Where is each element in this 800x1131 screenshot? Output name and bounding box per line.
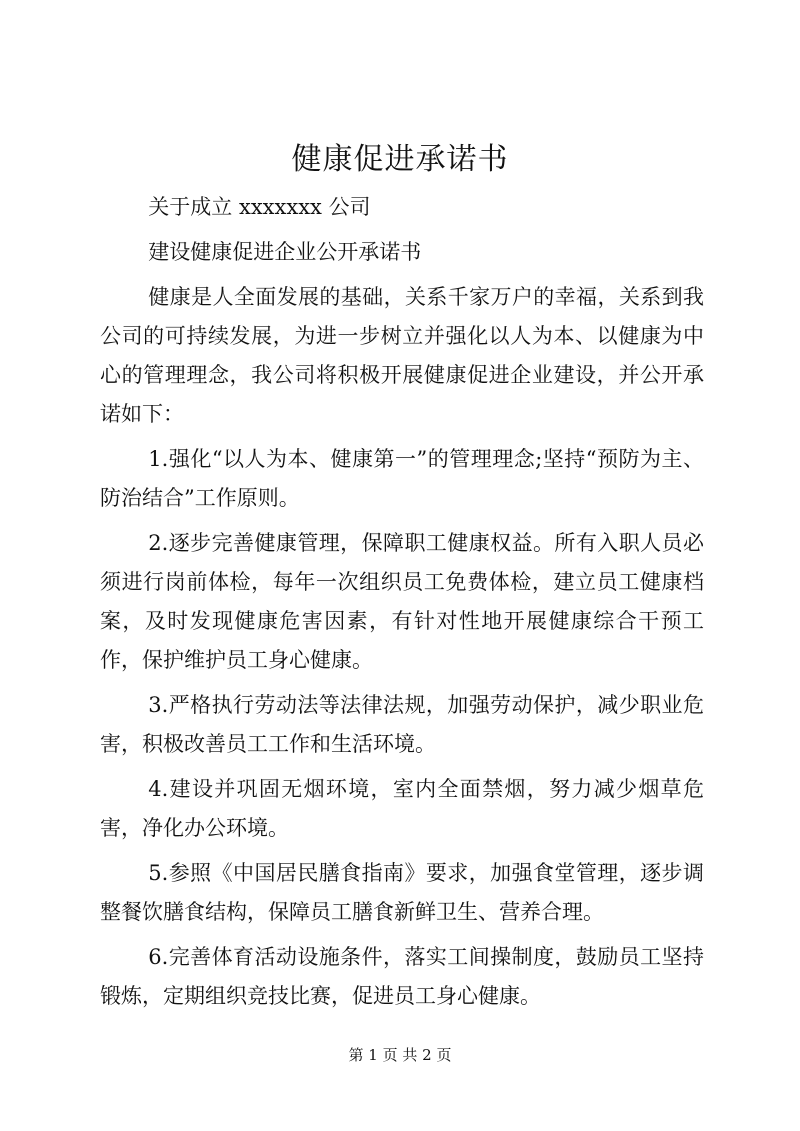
intro-paragraph: 健康是人全面发展的基础，关系千家万户的幸福，关系到我公司的可持续发展，为进一步树立并强化以人为本、以健康为中心的管理理念，我公司将积极开展健康促进企业建设，并公开承诺如下： — [100, 285, 704, 426]
commitment-item-5: 5.参照《中国居民膳食指南》要求，加强食堂管理，逐步调整餐饮膳食结构，保障员工膳食新鲜卫生、营养合理。 — [100, 861, 704, 924]
commitment-item-6: 6.完善体育活动设施条件，落实工间操制度，鼓励员工坚持锻炼，定期组织竞技比赛，促进员工身心健康。 — [100, 945, 704, 1008]
commitment-item-4: 4.建设并巩固无烟环境，室内全面禁烟，努力减少烟草危害，净化办公环境。 — [100, 777, 704, 840]
commitment-item-1: 1.强化“以人为本、健康第一”的管理理念;坚持“预防为主、防治结合”工作原则。 — [100, 447, 704, 510]
commitment-item-2: 2.逐步完善健康管理，保障职工健康权益。所有入职人员必须进行岗前体检，每年一次组织员工免费体检，建立员工健康档案，及时发现健康危害因素，有针对性地开展健康综合干预工作，保护维护员工身心健康。 — [100, 531, 704, 672]
document-body — [100, 188, 704, 1022]
subtitle-line-2: 建设健康促进企业公开承诺书 — [148, 240, 422, 264]
document-title: 健康促进承诺书 — [291, 142, 509, 177]
page-footer: 第 1 页 共 2 页 — [348, 1046, 452, 1064]
commitment-item-3: 3.严格执行劳动法等法律法规，加强劳动保护，减少职业危害，积极改善员工工作和生活环境。 — [100, 693, 704, 756]
subtitle-line-1: 关于成立 xxxxxxx 公司 — [148, 195, 371, 219]
